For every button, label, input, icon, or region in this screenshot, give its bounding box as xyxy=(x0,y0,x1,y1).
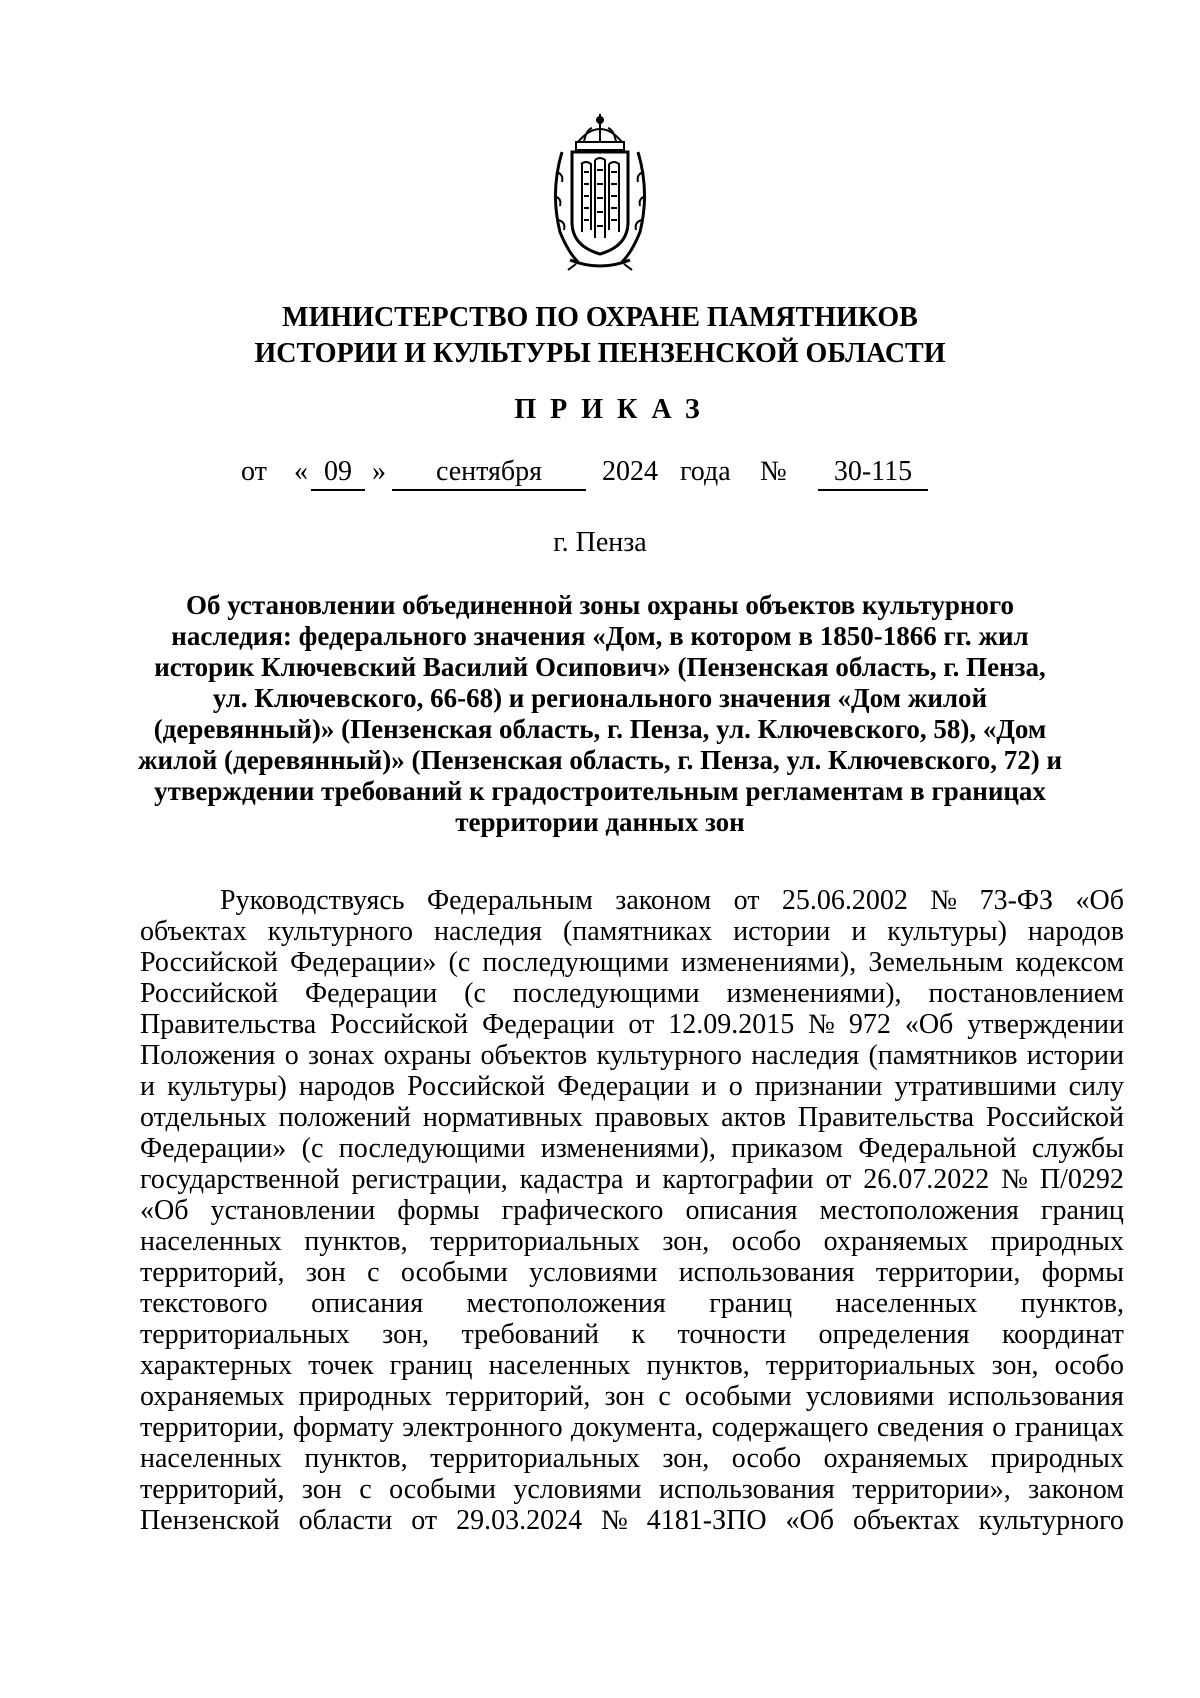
body-line xyxy=(140,885,1124,916)
body-word: кодексом xyxy=(1015,947,1124,978)
body-word: «Об xyxy=(1075,885,1124,916)
body-word: «Об xyxy=(140,1195,189,1226)
body-word: территории, xyxy=(875,1257,1021,1288)
body-word: охраняемых xyxy=(140,1381,285,1412)
body-word: истории xyxy=(733,916,831,947)
body-word: к xyxy=(631,1319,646,1350)
body-word: П/0292 xyxy=(1039,1164,1124,1195)
body-word: о xyxy=(728,1071,743,1102)
body-word: культурного xyxy=(978,1505,1124,1536)
body-word: особо xyxy=(731,1443,802,1474)
body-word: сведения xyxy=(876,1412,984,1443)
body-word: населенных xyxy=(140,1226,282,1257)
body-line xyxy=(140,947,1124,978)
body-word: зон xyxy=(305,1257,346,1288)
body-word: 972 xyxy=(848,1009,891,1040)
body-word: территорий, xyxy=(140,1474,285,1505)
body-word: Российской xyxy=(140,947,278,978)
body-word: графического xyxy=(501,1195,664,1226)
document-type: ПРИКАЗ xyxy=(514,394,714,425)
body-word: наследия xyxy=(433,916,542,947)
body-word: использования xyxy=(948,1381,1124,1412)
order-body xyxy=(140,885,1124,1536)
body-word: документа, xyxy=(570,1412,704,1443)
body-word: 4181-ЗПО xyxy=(646,1505,767,1536)
body-line xyxy=(140,1257,1124,1288)
date-prefix: от xyxy=(241,456,267,487)
body-word: Пензенской xyxy=(140,1505,280,1536)
body-word: особыми xyxy=(389,1474,496,1505)
body-word: 29.03.2024 xyxy=(456,1505,583,1536)
body-word: (с xyxy=(448,947,471,978)
body-word: (памятников xyxy=(868,1040,1018,1071)
body-word: культуры) xyxy=(887,916,1007,947)
body-word: № xyxy=(808,1009,835,1040)
body-line xyxy=(140,1319,1124,1350)
body-word: природных xyxy=(990,1443,1124,1474)
body-word: Российской xyxy=(985,1102,1124,1133)
body-word: законом xyxy=(615,885,712,916)
body-word: границ xyxy=(709,1288,793,1319)
body-word: установлении xyxy=(210,1195,376,1226)
body-word: населенных xyxy=(140,1443,282,1474)
body-word: приказом xyxy=(731,1133,843,1164)
body-word: границ xyxy=(389,1350,473,1381)
body-word: природных xyxy=(990,1226,1124,1257)
body-word: 73-ФЗ xyxy=(979,885,1054,916)
order-subject xyxy=(130,590,1070,838)
body-line xyxy=(140,1164,1124,1195)
body-word: 25.06.2002 xyxy=(781,885,908,916)
body-word: особо xyxy=(1054,1350,1124,1381)
body-word: (с xyxy=(301,1133,324,1164)
subject-line: утверждении требований к градостроительным регламентам в границах xyxy=(154,776,1046,806)
body-word: территориальных xyxy=(765,1350,976,1381)
body-word: последующими xyxy=(338,1133,526,1164)
body-word: службы xyxy=(1031,1133,1124,1164)
body-word: и xyxy=(851,916,867,947)
body-word: зонах xyxy=(308,1040,375,1071)
body-word: о xyxy=(284,1040,299,1071)
body-word: истории xyxy=(1026,1040,1124,1071)
body-line xyxy=(140,1412,1124,1443)
body-word: утверждении xyxy=(967,1009,1124,1040)
body-word: Правительства xyxy=(797,1102,975,1133)
body-line xyxy=(140,1226,1124,1257)
body-word: области xyxy=(298,1505,393,1536)
body-word: Руководствуясь xyxy=(220,885,405,916)
body-word: формы xyxy=(1041,1257,1124,1288)
body-word: отдельных xyxy=(140,1102,267,1133)
body-word: изменениями), xyxy=(681,947,857,978)
body-word: населенных xyxy=(488,1350,631,1381)
body-word: зон, xyxy=(991,1350,1039,1381)
body-word: нормативных xyxy=(422,1102,583,1133)
subject-line: историк Ключевский Василий Осипович» (Пензенская область, г. Пенза, xyxy=(154,652,1046,682)
body-word: и xyxy=(635,1164,651,1195)
body-word: от xyxy=(411,1505,438,1536)
body-word: с xyxy=(367,1257,380,1288)
body-word: от xyxy=(825,1164,852,1195)
body-word: территориальных xyxy=(140,1319,350,1350)
body-word: силу xyxy=(1068,1071,1124,1102)
body-word: Правительства xyxy=(140,1009,317,1040)
subject-line: ул. Ключевского, 66-68) и регионального значения «Дом жилой xyxy=(212,683,988,713)
body-word: положений xyxy=(278,1102,411,1133)
body-word: Федерации xyxy=(482,1009,615,1040)
body-word: утратившими xyxy=(894,1071,1057,1102)
body-line xyxy=(140,1381,1124,1412)
body-word: постановлением xyxy=(928,978,1124,1009)
body-word: Федеральным xyxy=(427,885,593,916)
body-word: зон, xyxy=(662,1226,710,1257)
body-word: координат xyxy=(1001,1319,1124,1350)
body-word: от xyxy=(628,1009,655,1040)
body-word: особыми xyxy=(684,1381,792,1412)
body-word: объектах xyxy=(140,916,247,947)
body-word: электронного xyxy=(402,1412,563,1443)
subject-line: территории данных зон xyxy=(455,807,745,837)
body-word: пунктов, xyxy=(646,1350,750,1381)
body-word: зон, xyxy=(382,1319,430,1350)
body-word: использования xyxy=(659,1474,835,1505)
body-word: законом xyxy=(1028,1474,1124,1505)
body-line xyxy=(140,1040,1124,1071)
body-word: государственной xyxy=(140,1164,340,1195)
body-word: пунктов, xyxy=(304,1443,408,1474)
subject-line: (деревянный)» (Пензенская область, г. Пенза, ул. Ключевского, 58), «Дом xyxy=(153,714,1047,744)
body-word: формату xyxy=(292,1412,394,1443)
body-line xyxy=(140,1009,1124,1040)
body-word: условиями xyxy=(529,1257,658,1288)
body-word: кадастра xyxy=(519,1164,624,1195)
body-word: точек xyxy=(308,1350,374,1381)
body-word: территорий, xyxy=(140,1257,285,1288)
body-word: Федерации» xyxy=(140,1133,287,1164)
body-word: народов xyxy=(1027,916,1124,947)
body-word: территории, xyxy=(140,1412,285,1443)
body-word: условиями xyxy=(805,1381,935,1412)
ministry-name-line1: МИНИСТЕРСТВО ПО ОХРАНЕ ПАМЯТНИКОВ xyxy=(282,302,918,333)
body-word: характерных xyxy=(140,1350,293,1381)
body-word: № xyxy=(1001,1164,1028,1195)
body-word: «Об xyxy=(904,1009,954,1040)
subject-line: Об установлении объединенной зоны охраны объектов культурного xyxy=(186,590,1014,620)
body-line xyxy=(140,1288,1124,1319)
city: г. Пенза xyxy=(553,527,647,558)
body-word: местоположения xyxy=(466,1288,666,1319)
body-word: охраны xyxy=(383,1040,472,1071)
body-word: объектов xyxy=(480,1040,588,1071)
body-word: регистрации, xyxy=(351,1164,508,1195)
body-line xyxy=(140,1071,1124,1102)
body-word: изменениями), xyxy=(540,1133,716,1164)
body-line xyxy=(140,978,1124,1009)
body-word: особыми xyxy=(400,1257,508,1288)
body-word: зон, xyxy=(662,1443,710,1474)
body-line xyxy=(140,1195,1124,1226)
body-word: культурного xyxy=(267,916,413,947)
penza-coat-of-arms-icon xyxy=(548,112,652,272)
body-word: использования xyxy=(678,1257,855,1288)
body-word: Российской xyxy=(407,1071,546,1102)
body-word: границ xyxy=(1041,1195,1124,1226)
body-word: территорий, xyxy=(445,1381,591,1412)
date-day: 09 xyxy=(311,456,365,491)
date-number-line xyxy=(0,456,1200,492)
body-word: «Об xyxy=(785,1505,834,1536)
body-word: условиями xyxy=(513,1474,642,1505)
body-word: Федерации xyxy=(304,978,438,1009)
body-word: формы xyxy=(397,1195,480,1226)
body-word: и xyxy=(140,1071,155,1102)
date-month: сентября xyxy=(392,456,586,491)
body-word: требований xyxy=(461,1319,599,1350)
body-line xyxy=(140,1133,1124,1164)
date-suffix: года xyxy=(680,456,731,487)
body-line xyxy=(140,1474,1124,1505)
body-word: границах xyxy=(1014,1412,1124,1443)
body-word: пунктов, xyxy=(1020,1288,1124,1319)
body-word: описания xyxy=(685,1195,798,1226)
body-word: наследия xyxy=(751,1040,860,1071)
body-word: особо xyxy=(731,1226,802,1257)
ministry-name xyxy=(150,300,1050,372)
body-word: о xyxy=(992,1412,1007,1443)
body-word: Положения xyxy=(140,1040,276,1071)
body-word: от xyxy=(733,885,760,916)
body-word: № xyxy=(601,1505,628,1536)
body-word: № xyxy=(930,885,958,916)
body-word: территориальных xyxy=(430,1226,640,1257)
body-word: последующими xyxy=(482,947,669,978)
body-word: населенных xyxy=(835,1288,978,1319)
body-word: Российской xyxy=(330,1009,469,1040)
body-word: последующими xyxy=(512,978,700,1009)
body-word: охраняемых xyxy=(823,1226,969,1257)
body-word: правовых xyxy=(594,1102,710,1133)
body-line xyxy=(140,916,1124,947)
subject-line: наследия: федерального значения «Дом, в котором в 1850-1866 гг. жил xyxy=(171,621,1029,651)
ministry-name-line2: ИСТОРИИ И КУЛЬТУРЫ ПЕНЗЕНСКОЙ ОБЛАСТИ xyxy=(254,338,946,369)
body-word: точности xyxy=(677,1319,787,1350)
body-word: территории», xyxy=(852,1474,1011,1505)
body-word: признании xyxy=(754,1071,883,1102)
body-word: описания xyxy=(311,1288,424,1319)
body-line xyxy=(140,1350,1124,1381)
coat-of-arms xyxy=(548,112,652,272)
body-word: Федерации xyxy=(557,1071,690,1102)
body-word: Федерации» xyxy=(290,947,437,978)
body-word: объектах xyxy=(852,1505,960,1536)
subject-line: жилой (деревянный)» (Пензенская область, г. Пенза, ул. Ключевского, 72) и xyxy=(137,745,1063,775)
body-word: содержащего xyxy=(711,1412,869,1443)
quote-close: » xyxy=(372,456,386,487)
body-word: (памятниках xyxy=(562,916,713,947)
body-word: зон xyxy=(301,1474,342,1505)
body-word: зон xyxy=(604,1381,645,1412)
number-sign: № xyxy=(760,456,787,487)
quote-open: « xyxy=(294,456,308,487)
date-year: 2024 xyxy=(602,456,658,487)
body-word: местоположения xyxy=(819,1195,1019,1226)
body-word: 26.07.2022 xyxy=(863,1164,990,1195)
body-line xyxy=(140,1102,1124,1133)
body-word: природных xyxy=(298,1381,432,1412)
body-word: 12.09.2015 xyxy=(668,1009,795,1040)
body-word: Земельным xyxy=(868,947,1004,978)
body-word: пунктов, xyxy=(304,1226,408,1257)
body-word: (с xyxy=(464,978,486,1009)
body-word: охраняемых xyxy=(823,1443,969,1474)
body-word: с xyxy=(359,1474,372,1505)
body-word: изменениями), xyxy=(726,978,902,1009)
body-word: картографии xyxy=(662,1164,814,1195)
body-word: актов xyxy=(721,1102,786,1133)
body-line xyxy=(140,1443,1124,1474)
body-word: культурного xyxy=(596,1040,742,1071)
body-word: определения xyxy=(818,1319,970,1350)
body-line xyxy=(140,1505,1124,1536)
body-word: территориальных xyxy=(430,1443,640,1474)
body-word: культуры) xyxy=(167,1071,287,1102)
body-word: народов xyxy=(298,1071,395,1102)
body-word: Федеральной xyxy=(858,1133,1017,1164)
body-word: Российской xyxy=(140,978,278,1009)
body-word: и xyxy=(701,1071,717,1102)
body-word: с xyxy=(658,1381,671,1412)
order-number: 30-115 xyxy=(818,456,928,491)
body-word: текстового xyxy=(140,1288,268,1319)
